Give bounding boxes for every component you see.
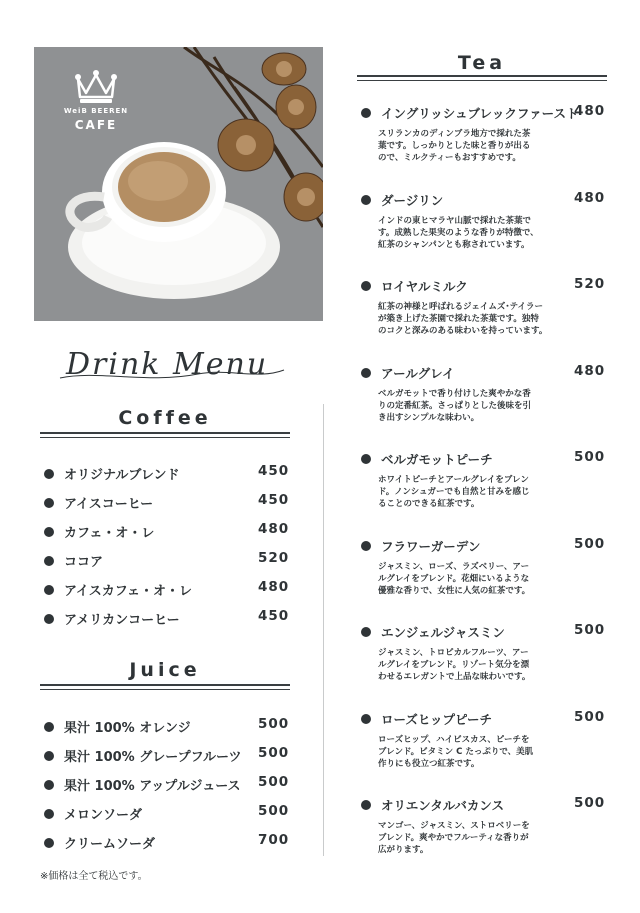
juice-menu-item — [44, 804, 142, 823]
item-name: フラワーガーデン — [381, 538, 481, 554]
item-price: 500 — [574, 708, 606, 725]
description-line: ド。ノンシュガーでも自然と甘みを感じ — [378, 487, 530, 497]
bullet-icon — [361, 541, 371, 551]
bullet-icon — [361, 800, 371, 810]
coffee-menu-item — [44, 551, 103, 570]
item-price: 450 — [258, 463, 290, 479]
item-price: 480 — [574, 189, 606, 206]
tea-menu-item — [361, 623, 505, 641]
description-line: マンゴー、ジャスミン、ストロベリーを — [378, 821, 530, 831]
coffee-menu-item — [44, 522, 154, 541]
tea-menu-item — [361, 796, 504, 814]
item-name: ロイヤルミルク — [381, 279, 468, 294]
item-price: 700 — [258, 832, 290, 848]
coffee-menu-item — [44, 580, 192, 599]
bullet-icon — [44, 469, 54, 479]
item-price: 500 — [258, 803, 290, 819]
description-line: 作りにも役立つ紅茶です。 — [378, 758, 480, 769]
item-name: アールグレイ — [381, 365, 455, 381]
bullet-icon — [44, 780, 54, 790]
description-line: ホワイトピーチとアールグレイをブレン — [378, 475, 529, 485]
description-line: 紅茶のシャンパンとも称されています。 — [378, 239, 530, 250]
item-description — [378, 734, 570, 770]
bullet-icon — [361, 454, 371, 464]
coffee-title-rule-thin — [40, 437, 290, 438]
bullet-icon — [44, 809, 54, 819]
svg-text:Drink Menu: Drink Menu — [66, 347, 269, 382]
description-line: のコクと深みのある味わいを持っています。 — [378, 326, 548, 336]
description-line: ブレンド。ビタミン C たっぷりで、美肌 — [378, 746, 534, 757]
item-description — [378, 474, 570, 510]
coffee-menu-item — [44, 464, 180, 483]
bullet-icon — [44, 556, 54, 566]
bullet-icon — [361, 368, 371, 378]
item-price: 500 — [574, 795, 606, 811]
description-line: 広がります。 — [378, 845, 429, 855]
coffee-section-title: Coffee — [118, 407, 212, 429]
item-name: アイスカフェ・オ・レ — [64, 584, 193, 599]
item-price: 480 — [574, 103, 606, 119]
description-line: 紅茶の神様と呼ばれるジェイムズ･テイラー — [378, 302, 543, 312]
item-name: カフェ・オ・レ — [64, 526, 155, 541]
description-line: ベルガモットで香り付けした爽やかな香 — [378, 388, 531, 399]
item-name: アイスコーヒー — [64, 497, 154, 512]
item-name: 果汁 100% グレープフルーツ — [64, 750, 242, 765]
coffee-menu-item — [44, 609, 180, 628]
item-price: 480 — [574, 362, 606, 379]
item-description — [378, 128, 570, 164]
item-description — [378, 561, 570, 597]
crown-icon — [74, 67, 118, 105]
item-name: オリエンタルバカンス — [381, 798, 505, 813]
bullet-icon — [44, 751, 54, 761]
item-price: 500 — [258, 774, 290, 790]
bullet-icon — [361, 281, 371, 291]
item-description — [378, 820, 570, 856]
tea-menu-item — [361, 450, 493, 468]
item-name: ダージリン — [381, 192, 444, 208]
item-price: 480 — [258, 521, 290, 537]
juice-title-rule-thin — [40, 689, 290, 690]
tea-title-rule-thin — [357, 80, 607, 81]
cafe-logo — [56, 67, 136, 132]
item-description — [378, 215, 570, 251]
tea-menu-item — [361, 104, 579, 122]
logo-brand-text: WeiB BEEREN — [63, 107, 129, 115]
description-line: ることのできる紅茶です。 — [378, 499, 480, 509]
tea-menu-item — [361, 191, 443, 209]
item-name: エンジェルジャスミン — [381, 625, 505, 640]
item-name: クリームソーダ — [64, 837, 156, 852]
description-line: インドの東ヒマラヤ山脈で採れた茶葉で — [378, 215, 532, 226]
item-name: メロンソーダ — [64, 808, 143, 823]
item-name: ローズヒップピーチ — [381, 711, 493, 727]
column-divider — [323, 404, 324, 856]
item-price: 500 — [574, 622, 606, 638]
tea-menu-item — [361, 364, 455, 382]
juice-menu-item — [44, 833, 155, 852]
item-price: 520 — [258, 550, 290, 566]
description-line: が築き上げた茶園で採れた茶葉です。独特 — [378, 314, 539, 324]
description-line: ルグレイをブレンド。リゾート気分を漂 — [378, 660, 530, 670]
juice-menu-item — [44, 775, 241, 794]
bullet-icon — [361, 714, 371, 724]
tea-menu-item — [361, 537, 481, 555]
item-price: 450 — [258, 492, 290, 508]
coffee-menu-item — [44, 493, 153, 512]
bullet-icon — [44, 838, 54, 848]
description-line: す。成熟した果実のような香りが特徴で、 — [378, 227, 539, 238]
bullet-icon — [361, 195, 371, 205]
bullet-icon — [44, 498, 54, 508]
bullet-icon — [361, 108, 371, 118]
description-line: 葉です。しっかりとした味と香りが出る — [378, 141, 531, 151]
juice-section-title: Juice — [129, 659, 201, 681]
item-name: 果汁 100% オレンジ — [64, 721, 191, 736]
tax-note: ※価格は全て税込です。 — [40, 871, 148, 882]
juice-menu-item — [44, 746, 242, 765]
tea-menu-item — [361, 710, 492, 728]
item-name: 果汁 100% アップルジュース — [64, 779, 241, 794]
item-name: オリジナルブレンド — [64, 468, 180, 483]
item-description — [378, 388, 570, 424]
item-price: 500 — [258, 745, 290, 761]
item-price: 480 — [258, 579, 290, 595]
juice-title-rule — [40, 684, 290, 686]
juice-menu-item — [44, 717, 191, 736]
bullet-icon — [361, 627, 371, 637]
description-line: き出すシンプルな味わい。 — [378, 412, 480, 423]
description-line: ルグレイをブレンド。花畑にいるような — [378, 573, 530, 584]
description-line: ジャスミン、トロピカルフルーツ、アー — [378, 648, 529, 658]
tea-section-title: Tea — [457, 52, 507, 74]
item-name: ベルガモットピーチ — [381, 452, 493, 467]
coffee-title-rule — [40, 432, 290, 434]
description-line: ローズヒップ、ハイビスカス、ピーチを — [378, 734, 530, 745]
description-line: ジャスミン、ローズ、ラズベリー、アー — [378, 561, 530, 572]
cafe-photo — [34, 47, 323, 321]
tea-menu-item — [361, 277, 468, 295]
item-name: イングリッシュブレックファースト — [381, 106, 579, 121]
description-line: スリランカのディンブラ地方で採れた茶 — [378, 129, 531, 139]
item-name: アメリカンコーヒー — [64, 613, 180, 628]
logo-cafe-text: CAFE — [74, 118, 118, 132]
description-line: わせるエレガントで上品な味わいです。 — [378, 672, 531, 682]
drink-menu-script-title — [58, 340, 288, 394]
bullet-icon — [44, 614, 54, 624]
item-description — [378, 301, 570, 337]
item-price: 500 — [258, 716, 290, 732]
bullet-icon — [44, 585, 54, 595]
item-price: 500 — [574, 449, 606, 465]
description-line: ので、ミルクティーもおすすめです。 — [378, 153, 521, 163]
description-line: 優雅な香りで、女性に人気の紅茶です。 — [378, 585, 531, 596]
bullet-icon — [44, 722, 54, 732]
bullet-icon — [44, 527, 54, 537]
description-line: りの定番紅茶。さっぱりとした後味を引 — [378, 400, 532, 411]
item-price: 520 — [574, 276, 606, 292]
item-price: 450 — [258, 608, 290, 624]
description-line: ブレンド。爽やかでフルーティな香りが — [378, 833, 529, 843]
tea-title-rule — [357, 75, 607, 77]
item-description — [378, 647, 570, 683]
item-name: ココア — [64, 555, 104, 570]
item-price: 500 — [574, 535, 606, 552]
